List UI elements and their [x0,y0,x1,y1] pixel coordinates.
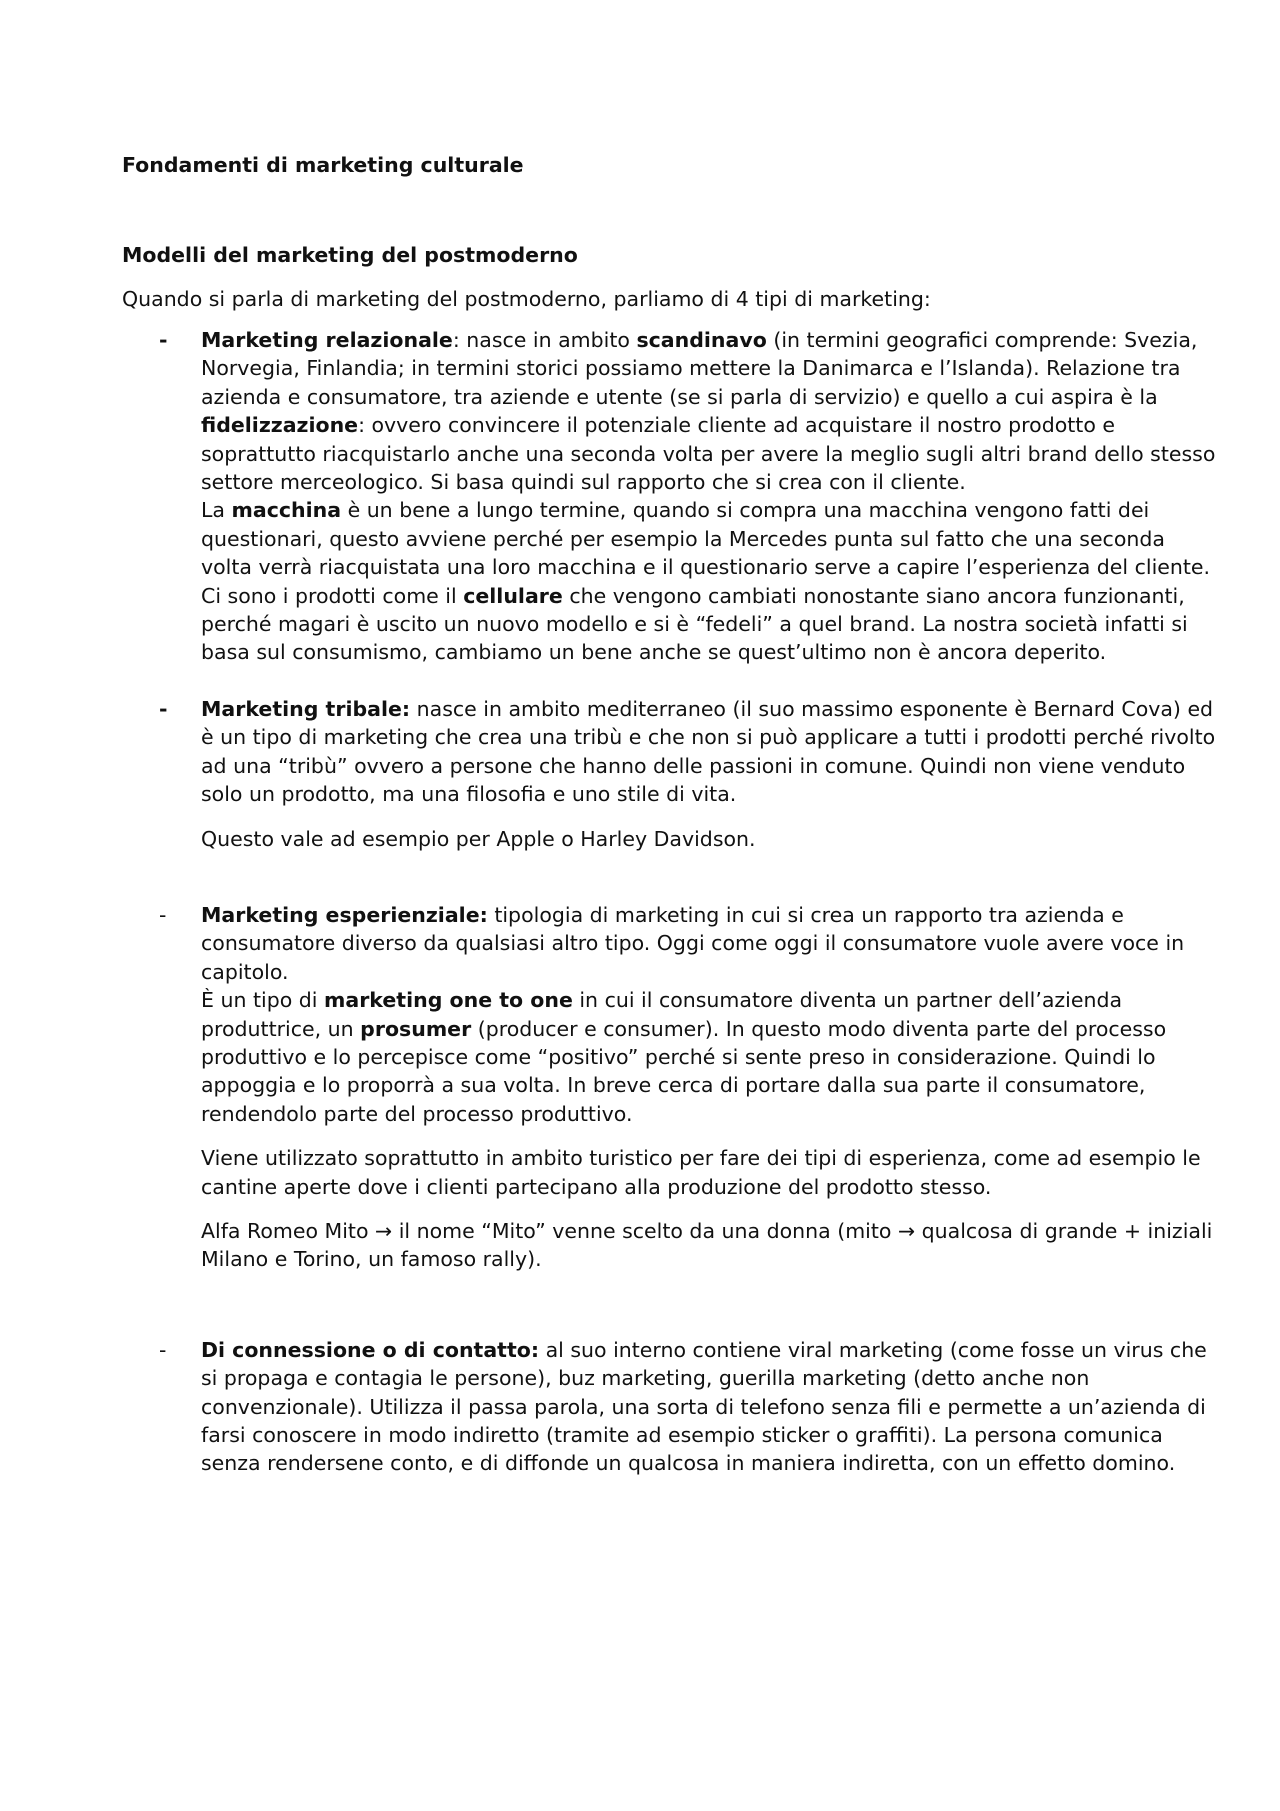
term-bold: scandinavo [636,328,767,352]
list-item-marketing-tribale [122,695,1220,853]
item-paragraph [201,326,1220,496]
term-bold: prosumer [360,1016,472,1041]
term-bold: Di connessione o di contatto: [201,1337,540,1362]
item-paragraph [201,695,1220,809]
item-paragraph [201,496,1220,581]
text-segment: Viene utilizzato soprattutto in ambito turistico per fare dei tipi di esperienza, come ad esempio le cantine aperte dove i clienti partecipano alla produzione del prodotto stesso. [201,1146,1201,1199]
term-bold: macchina [231,498,342,523]
text-segment: Alfa Romeo Mito → il nome “Mito” venne scelto da una donna (mito → qualcosa di grande + iniziali Milano e Torino, un famoso rally). [201,1218,1213,1272]
text-segment: che vengono cambiati nonostante siano ancora funzionanti, perché magari è uscito un nuovo modello e si è “fedeli” a quel brand. La nostra società infatti si basa sul consumismo, cambiamo un bene anche se quest’ultimo non è ancora deperito. [201,583,1188,665]
document-title: Fondamenti di marketing culturale [122,153,524,177]
text-segment: : nasce in ambito [452,328,637,352]
term-bold: Marketing esperienziale: [201,902,488,927]
text-segment: nasce in ambito mediterraneo (il suo massimo esponente è Bernard Cova) ed è un tipo di marketing che crea una tribù e che non si può applicare a tutti i prodotti perché rivolto ad una “tribù” ovvero a persone che hanno delle passioni in comune. Quindi non viene venduto solo un prodotto, ma una filosofia e uno stile di vita. [201,696,1216,807]
term-bold: marketing one to one [324,988,573,1013]
item-paragraph [201,1217,1220,1274]
list-bullet: - [159,1337,167,1362]
text-segment: : ovvero convincere il potenziale cliente ad acquistare il nostro prodotto e soprattutto riacquistarlo anche una seconda volta per avere la meglio sugli altri brand dello stesso settore merceologico. Si basa quindi sul rapporto che si crea con il cliente. [201,413,1216,495]
text-segment: in cui il consumatore diventa un partner dell’azienda produttrice, un [201,988,1123,1041]
section-title: Modelli del marketing del postmoderno [122,243,578,267]
list-item-marketing-esperienziale [122,901,1220,1274]
item-paragraph [201,582,1220,667]
text-segment: al suo interno contiene viral marketing (come fosse un virus che si propaga e contagia le persone), buz marketing, guerilla marketing (detto anche non convenzionale). Utilizza il passa parola, una sorta di telefono senza fili e permette a un’azienda di farsi conoscere in modo indiretto (tramite ad esempio sticker o graffiti). La persona comunica senza rendersene conto, e di diffonde un qualcosa in maniera indiretta, con un effetto domino. [201,1337,1207,1476]
text-segment: La [201,498,232,523]
item-paragraph [201,1336,1220,1478]
text-segment: Questo vale ad esempio per Apple o Harley Davidson. [201,826,756,851]
item-paragraph [201,986,1220,1128]
term-bold: fidelizzazione [201,413,359,438]
term-bold: cellulare [463,583,563,608]
term-bold: Marketing relazionale [201,328,453,352]
item-paragraph [201,1144,1220,1201]
list-item-marketing-connessione [122,1336,1220,1478]
text-segment: È un tipo di [201,988,324,1013]
text-segment: (in termini geografici comprende: Svezia, Norvegia, Finlandia; in termini storici possiamo mettere la Danimarca e l’Islanda). Relazione tra azienda e consumatore, tra aziende e utente (se si parla di servizio) e quello a cui aspira è la [201,328,1198,409]
item-paragraph [201,901,1220,986]
text-segment: tipologia di marketing in cui si crea un rapporto tra azienda e consumatore diverso da qualsiasi altro tipo. Oggi come oggi il consumatore vuole avere voce in capitolo. [201,902,1185,984]
text-segment: (producer e consumer). In questo modo diventa parte del processo produttivo e lo percepisce come “positivo” perché si sente preso in considerazione. Quindi lo appoggia e lo proporrà a sua volta. In breve cerca di portare dalla sua parte il consumatore, rendendolo parte del processo produttivo. [201,1016,1167,1126]
list-bullet: - [159,902,167,927]
term-bold: Marketing tribale: [201,696,411,721]
list-bullet: - [159,328,168,352]
item-paragraph [201,825,1220,853]
intro-paragraph: Quando si parla di marketing del postmoderno, parliamo di 4 tipi di marketing: [122,287,931,311]
list-bullet: - [159,696,168,721]
text-segment: Ci sono i prodotti come il [201,583,464,608]
text-segment: è un bene a lungo termine, quando si compra una macchina vengono fatti dei questionari, questo avviene perché per esempio la Mercedes punta sul fatto che una seconda volta verrà riacquistata una loro macchina e il questionario serve a capire l’esperienza del cliente. [201,498,1211,580]
list-item-marketing-relazionale [122,326,1220,667]
